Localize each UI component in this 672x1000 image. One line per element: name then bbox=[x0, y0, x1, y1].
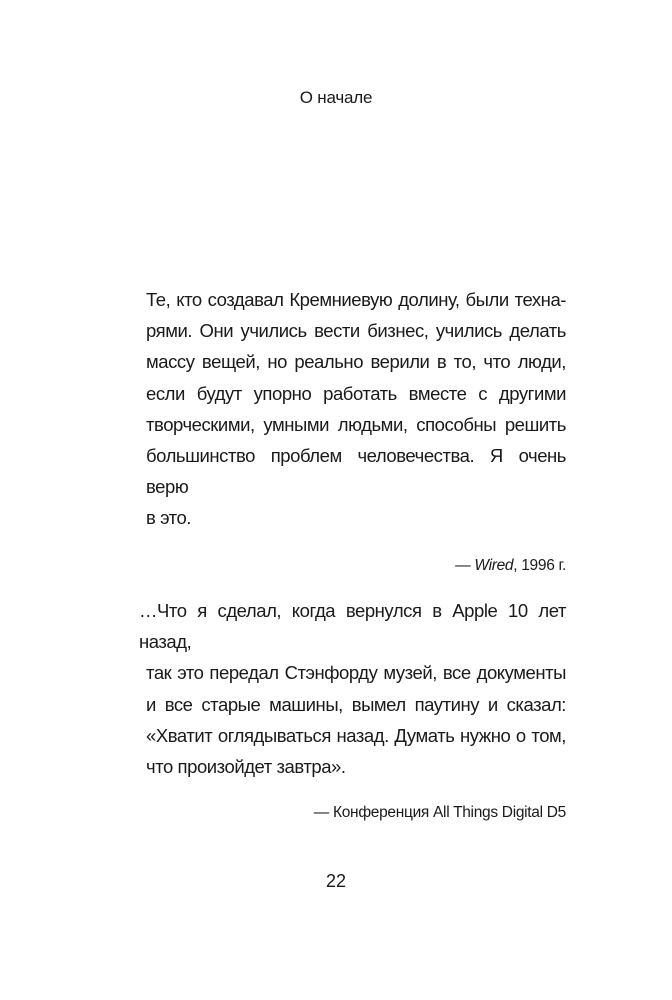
attribution-source: Wired bbox=[474, 556, 514, 574]
quote-line: и все старые машины, вымел паутину и сказал: bbox=[146, 693, 566, 715]
quote-line: массу вещей, но реально верили в то, что люди, bbox=[146, 351, 566, 373]
quote-text bbox=[139, 595, 566, 782]
quote-line: рями. Они учились вести бизнес, учились делать bbox=[146, 320, 566, 342]
quote-line: что произойдет завтра». bbox=[146, 756, 346, 778]
quote-block-wired bbox=[146, 284, 566, 575]
quote-text bbox=[146, 284, 566, 534]
quote-line: так это передал Стэнфорду музей, все документы bbox=[146, 662, 566, 684]
quote-line: если будут упорно работать вместе с другими bbox=[146, 382, 566, 404]
quote-line: «Хватит оглядываться назад. Думать нужно о том, bbox=[146, 724, 566, 746]
quote-line: в это. bbox=[146, 507, 191, 529]
quote-attribution: — Конференция All Things Digital D5 bbox=[313, 804, 566, 822]
attribution-suffix: , 1996 г. bbox=[513, 556, 566, 574]
quote-line: …Что я сделал, когда вернулся в Apple 10 лет назад, bbox=[139, 600, 566, 653]
quote-line: Те, кто создавал Кремниевую долину, были техна- bbox=[146, 289, 566, 310]
quote-block-d5 bbox=[139, 595, 566, 822]
quote-line: творческими, умными людьми, способны решить bbox=[146, 413, 566, 435]
attribution-prefix: — bbox=[455, 556, 475, 574]
quote-attribution bbox=[146, 557, 566, 575]
quote-line: большинство проблем человечества. Я очень верю bbox=[146, 445, 566, 498]
page-number: 22 bbox=[325, 871, 347, 891]
running-header: О начале bbox=[299, 88, 373, 107]
